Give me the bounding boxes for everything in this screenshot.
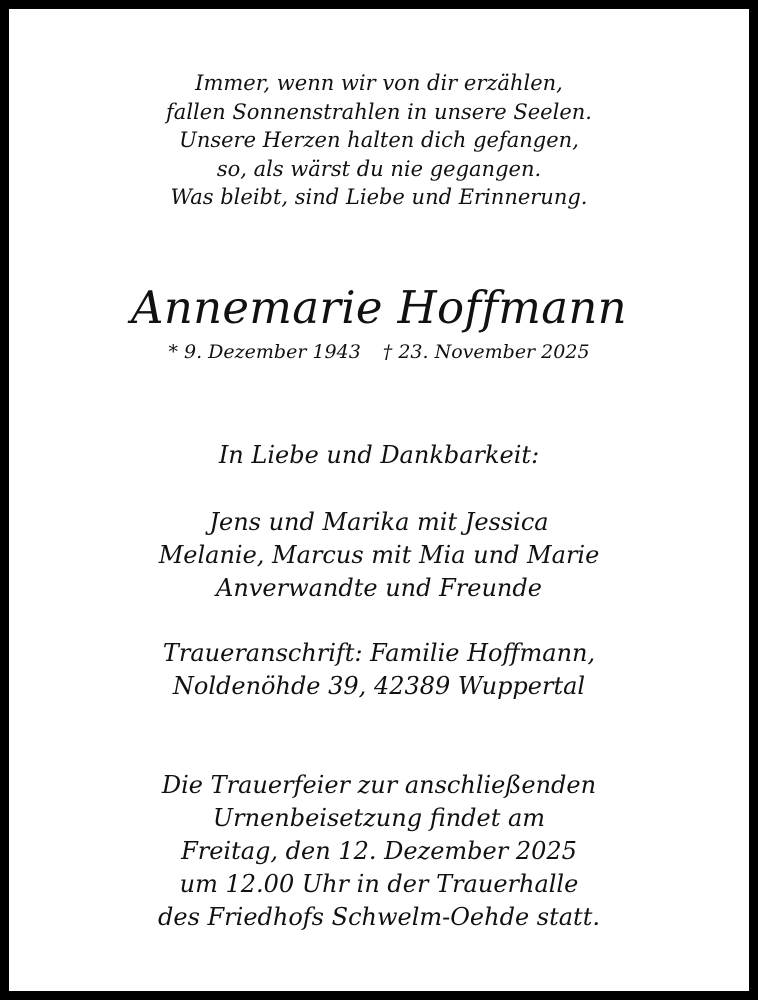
mourner-line: Anverwandte und Freunde: [216, 574, 542, 602]
poem-line: Immer, wenn wir von dir erzählen,: [195, 71, 563, 95]
mourners-list: [9, 506, 749, 605]
thanks-line: In Liebe und Dankbarkeit:: [218, 441, 540, 469]
life-dates: [9, 339, 749, 365]
death-date: † 23. November 2025: [382, 341, 590, 363]
mourner-line: Melanie, Marcus mit Mia und Marie: [158, 541, 600, 569]
deceased-name: Annemarie Hoffmann: [131, 281, 627, 334]
ceremony-line: Die Trauerfeier zur anschließenden: [161, 771, 597, 799]
poem-line: Unsere Herzen halten dich gefangen,: [179, 128, 579, 152]
ceremony-line: um 12.00 Uhr in der Trauerhalle: [179, 870, 579, 898]
ceremony-line: Urnenbeisetzung findet am: [212, 804, 546, 832]
birth-date: * 9. Dezember 1943: [168, 341, 361, 363]
mourning-address: [9, 637, 749, 703]
poem-line: Was bleibt, sind Liebe und Erinnerung.: [170, 185, 588, 209]
poem-line: fallen Sonnenstrahlen in unsere Seelen.: [166, 99, 592, 124]
ceremony-details: [9, 769, 749, 934]
memorial-poem: [9, 69, 749, 212]
mourner-line: Jens und Marika mit Jessica: [209, 508, 549, 536]
address-line: Noldenöhde 39, 42389 Wuppertal: [172, 672, 586, 700]
address-line: Traueranschrift: Familie Hoffmann,: [162, 639, 596, 667]
ceremony-line: des Friedhofs Schwelm-Oehde statt.: [158, 903, 600, 931]
ceremony-line: Freitag, den 12. Dezember 2025: [181, 837, 577, 865]
poem-line: so, als wärst du nie gegangen.: [216, 156, 542, 181]
